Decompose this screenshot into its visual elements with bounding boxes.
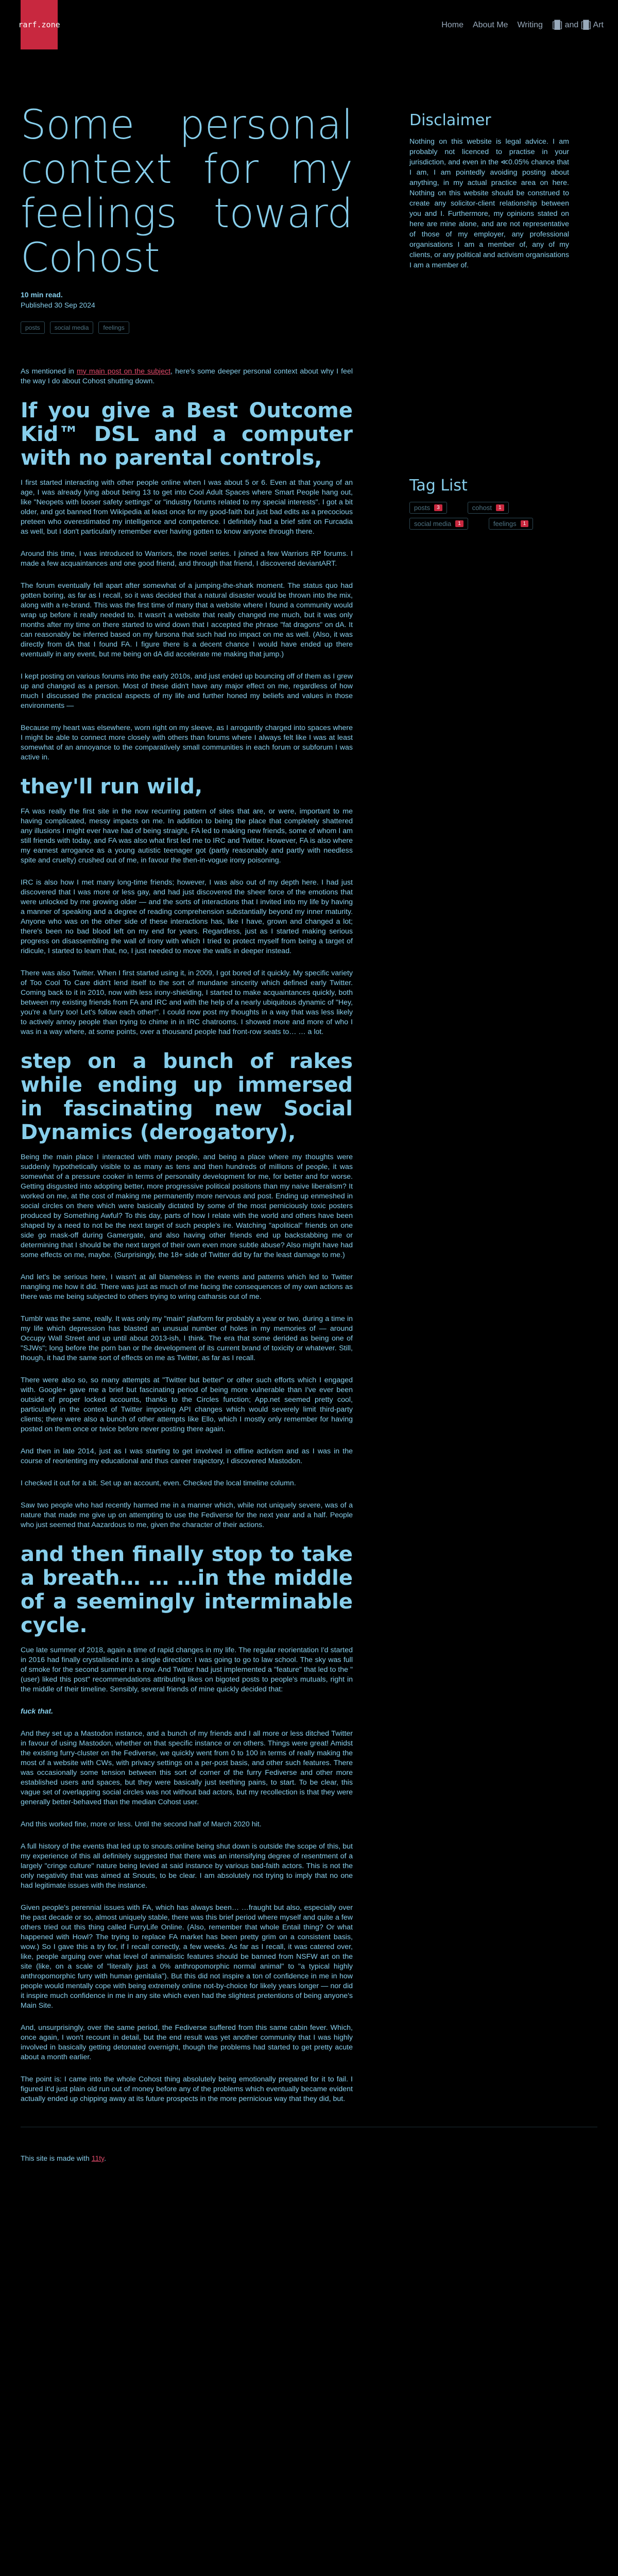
section-heading: If you give a Best Outcome Kid™ DSL and a computer with no parental controls,: [21, 399, 353, 470]
paragraph: I kept posting on various forums into the early 2010s, and just ended up bouncing off of them as I grew up and changed as a person. Most of these didn't have any major effect on me, regardless of how much I discussed the practical aspects of my life and further honed my beliefs and values in those environments —: [21, 672, 353, 710]
tag-posts[interactable]: posts: [21, 321, 45, 334]
tag-list: [409, 502, 554, 530]
footer-11ty-link[interactable]: 11ty: [91, 2154, 105, 2162]
footer-text-end: .: [104, 2154, 106, 2162]
paragraph: The point is: I came into the whole Cohost thing absolutely being emotionally prepared for it to fail. I figured it'd just plain old run out of money before any of the problems which eventually became evident actually ended up chipping away at its future prospects in the more pernicious way that they did, but.: [21, 2075, 353, 2103]
section-heading: and then finally stop to take a breath… … …in the middle of a seemingly interminable cycle.: [21, 1543, 353, 1637]
disclaimer-title: Disclaimer: [409, 111, 491, 129]
tag-count-badge: 1: [521, 520, 529, 527]
nav-home[interactable]: Home: [441, 21, 464, 29]
paragraph: A full history of the events that led up to snouts.online being shut down is outside the scope of this, but my experience of this all definitely suggested that there was an intensifying degree of resentment of a largely "cringe culture" nature being levied at said instance by various bad-faith actors. This is not the only negativity that was aimed at Snouts, to be clear. I am absolutely not trying to imply that no one had legitimate issues with the instance.: [21, 1842, 353, 1890]
tag-feelings[interactable]: feelings: [98, 321, 129, 334]
paragraph: There was also Twitter. When I first started using it, in 2009, I got bored of it quickly. My specific variety of Too Cool To Care didn't lend itself to the sort of mundane sincerity which defined early Twitter. Coming back to it in 2010, now with less irony-shielding, I started to make acquaintances quickly, both between my existing friends from FA and IRC and with the help of a nearly ubiquitous dynamic of "Hey, you're a furry too! Let's follow each other!". I could now post my thoughts in a way that was less likely to actively annoy people than trying to chime in in IRC chatrooms. I showed more and more of who I was in a way where, at some points, over a thousand people had front-row seats to… … a lot.: [21, 969, 353, 1036]
post-tags: [21, 321, 353, 334]
paragraph: Because my heart was elsewhere, worn right on my sleeve, as I arrogantly charged into spaces where I might be able to connect more closely with others than forums where I always felt like I was at least somewhat of an annoyance to the comparatively small communities in each forum or subforum I was active in.: [21, 724, 353, 761]
tag-name: feelings: [493, 520, 517, 528]
paragraph: IRC is also how I met many long-time friends; however, I was also out of my depth here. I had just discovered that I was more or less gay, and had just discovered the sheer force of the emotions that were unlocked by me growing older — and the sorts of interactions that I invited into my life by having a manner of speaking and a degree of reading comprehension substantially beyond my inner maturity. Anyone who was on the other side of these interactions has, like I have, grown and changed a lot; there's been no bad blood left on my end for years. Regardless, just as I started making serious progress on disassembling the wall of irony with which I tried to protect myself from being a target of ridicule, I started to learn that, no, I just needed to move the walls in deeper instead.: [21, 878, 353, 955]
tag-list-item-social-media[interactable]: [409, 518, 468, 530]
nav-art[interactable]: [█] and [█] Art: [552, 21, 604, 29]
main-nav: [441, 21, 604, 30]
paragraph: Given people's perennial issues with FA, which has always been… …fraught but also, especially over the past decade or so, almost uniquely stable, there was this brief period where myself and quite a few others tried out this thing called FurryLife Online. (Also, remember that whole Entail thing? Or what happened with Howl? The trying to replace FA market has been pretty grim on a consistent basis, wow.) So I gave this a try for, if I recall correctly, a few weeks. As far as I recall, it was catered over, like, people arguing over what level of animalistic features should be banned from NSFW art on the site (like, on a scale of "literally just a 0% anthropomorphic normal animal" to "a typical highly anthropomorphic furry with human genitalia"). But this did not inspire a ton of confidence in me in how people would mentally cope with being extremely online not-by-choice for likely years longer — nor did it inspire much confidence in me in any site which even had the slightest pretentions of being anyone's Main Site.: [21, 1904, 353, 2010]
paragraph: And let's be serious here, I wasn't at all blameless in the events and patterns which led to Twitter mangling me how it did. There was just as much of me facing the consequences of my own actions as there was me being subjected to others trying to wring catharsis out of me.: [21, 1273, 353, 1301]
post-meta: [21, 290, 353, 310]
site-logo[interactable]: rarf.zone: [21, 0, 58, 49]
tag-name: posts: [414, 504, 431, 512]
footer-text: This site is made with: [21, 2154, 92, 2162]
paragraph: fuck that.: [21, 1707, 54, 1716]
paragraph: And then in late 2014, just as I was starting to get involved in offline activism and as I was in the course of reorienting my educational and thus career trajectory, I discovered Mastodon.: [21, 1447, 353, 1465]
paragraph: Saw two people who had recently harmed me in a manner which, while not uniquely severe, was of a nature that made me give up on attempting to use the Fediverse for the next year and a half. People who just seemed that Aazardous to me, given the character of their actions.: [21, 1501, 353, 1529]
published-date: Published 30 Sep 2024: [21, 301, 95, 309]
post-title: Some personal context for my feelings toward Cohost: [21, 102, 353, 281]
sidebar: [409, 57, 569, 2116]
paragraph: And this worked fine, more or less. Until the second half of March 2020 hit.: [21, 1820, 262, 1828]
read-time: 10 min read.: [21, 291, 63, 299]
disclaimer-text: Nothing on this website is legal advice. I am probably not licenced to practise in your jurisdiction, and even in the ≪0.05% chance that I am, I am pointedly avoiding posting about anything, in my actual practice area on here. Nothing on this website should be construed to create any solicitor-client relationship between you and I. Furthermore, my opinions stated on here are mine alone, and are not representative of those of my employer, any professional organisations I am a member of, any of my clients, or any political and activism organisations I am a member of.: [409, 138, 569, 269]
intro-paragraph: [21, 367, 353, 386]
site-header: [0, 0, 618, 57]
tag-count-badge: 3: [434, 504, 442, 511]
tag-name: social media: [414, 520, 452, 528]
post-main: [21, 57, 353, 2116]
section-heading: they'll run wild,: [21, 775, 203, 799]
paragraph: FA was really the first site in the now recurring pattern of sites that are, or were, important to me having complicated, messy impacts on me. In addition to being the place that completely shattered any illusions I might ever have had of being straight, FA led to making new friends, some of whom I am still friends with today, and FA was also what first led me to IRC and Twitter. However, FA is also where my earnest arrogance as a young autistic teenager got (partly reasonably and partly with needless spite and cruelty) crushed out of me, in favour the then-in-vogue irony poisoning.: [21, 807, 353, 865]
paragraph: I first started interacting with other people online when I was about 5 or 6. Even at that young of an age, I was already lying about being 13 to get into Cool Adult Spaces where Smart People hang out, like "Neopets with looser safety settings" or "industry forums related to my special interests". I got a bit older, and got banned from Wikipedia at least once for my good-faith but just bad edits as a precocious preteen who overestimated my intelligence and competence. I definitely had a brief stint on Furcadia as well, but I don't particularly remember ever having gotten to know anyone through there.: [21, 479, 353, 536]
tag-list-title: Tag List: [409, 477, 468, 495]
tag-social-media[interactable]: social media: [50, 321, 94, 334]
nav-writing[interactable]: Writing: [517, 21, 543, 29]
post-content: [21, 367, 353, 2104]
site-footer: [21, 2127, 597, 2229]
main-post-link[interactable]: my main post on the subject: [76, 367, 171, 376]
paragraph: I checked it out for a bit. Set up an account, even. Checked the local timeline column.: [21, 1479, 296, 1487]
paragraph: There were also so, so many attempts at "Twitter but better" or other such efforts which I engaged with. Google+ gave me a brief but fascinating period of being more vulnerable than I've ever been outside of proper locked accounts, thanks to the Circles function; App.net seemed pretty cool, particularly in the context of Twitter imposing API changes which would severely limit third-party clients; there were also a bunch of other attempts like Ello, which I mostly only remember for having posted on them once or twice before never posting there again.: [21, 1376, 353, 1433]
intro-text: As mentioned in: [21, 367, 77, 376]
paragraph: The forum eventually fell apart after somewhat of a jumping-the-shark moment. The status quo had gotten boring, as far as I recall, so it was decided that a natural disaster would be thrown into the mix, along with a re-brand. This was the first time of many that a website where I found a community would wrap up before it really needed to. It wasn't a website that really changed me much, but it was only months after my time on there started to wind down that I accepted the phrase "fat dragons" on dA. It can reasonably be inferred based on my fursona that such had no impact on me as well. (Also, it was directly from dA that I found FA. I figure there is a decent chance I would have ended up there eventually in any event, but me being on dA did accelerate me making that jump.): [21, 582, 353, 658]
paragraph: And, unsurprisingly, over the same period, the Fediverse suffered from this same cabin fever. Which, once again, I won't recount in detail, but the end result was yet another community that I was highly involved in basically getting detonated overnight, though the problems had started to get pretty acute about a month earlier.: [21, 2024, 353, 2061]
paragraph: Around this time, I was introduced to Warriors, the novel series. I joined a few Warriors RP forums. I made a few acquaintances and one good friend, and through that friend, I discovered deviantART.: [21, 550, 353, 568]
tag-list-item-feelings[interactable]: [489, 518, 533, 530]
paragraph: Cue late summer of 2018, again a time of rapid changes in my life. The regular reorientation I'd started in 2016 had finally crystallised into a single direction: I was going to go to law school. The sky was full of smoke for the second summer in a row. And Twitter had just implemented a "feature" that led to the "(user) liked this post" recommendations attributing likes on bigoted posts to people's mutuals, right in the middle of their timeline. Sensibly, several friends of mine quickly decided that:: [21, 1646, 353, 1693]
nav-about-me[interactable]: About Me: [472, 21, 508, 29]
paragraph: Being the main place I interacted with many people, and being a place where my thoughts were suddenly hypothetically visible to as many as tens and then hundreds of millions of people, it was somewhat of a pressure cooker in terms of personality development for me, for better and for worse. Getting disgusted into adopting better, more progressive political positions than my naive liberalism? It worked on me, at the cost of making me permanently more nervous and post. Ending up enmeshed in social circles on there which were basically dictated by some of the most perniciously toxic posters produced by Something Awful? To this day, parts of how I relate with the world and others have been shaped by a need to not be the next target of such people's ire. Watching "apolitical" friends on one side go mask-off during Gamergate, and also having other friends end up backstabbing me or determining that I should be the next target of their own even more subtle abuse? Also might have had some effects on me, maybe. (Surprisingly, the 18+ side of Twitter did by far the least damage to me.): [21, 1153, 353, 1259]
tag-count-badge: 1: [496, 504, 504, 511]
tag-name: cohost: [472, 504, 492, 512]
paragraph: And they set up a Mastodon instance, and a bunch of my friends and I all more or less ditched Twitter in favour of using Mastodon, whether on that specific instance or on others. Things were great! Amidst the existing furry-cluster on the Fediverse, we quickly went from 0 to 100 in terms of really making the most of a website with CWs, with privacy settings on a per-post basis, and other such features. There was occasionally some tension between this sort of corner of the furry Fediverse and other more established users and spaces, but they were basically just teething pains, to start. To be clear, this vague set of overlapping social circles was not without bad actors, but my recollection is that they were generally better-behaved than the median Cohost user.: [21, 1730, 353, 1806]
tag-list-item-cohost[interactable]: [468, 502, 509, 514]
intro-text-after: , here's some deeper personal context about why I feel the way I do about Cohost shutting down.: [21, 367, 353, 385]
tag-list-item-posts[interactable]: [409, 502, 447, 514]
section-heading: step on a bunch of rakes while ending up immersed in fascinating new Social Dynamics (derogatory),: [21, 1049, 353, 1144]
paragraph: Tumblr was the same, really. It was only my "main" platform for probably a year or two, during a time in my life which depression has blasted an unusual number of holes in my memories of — around Occupy Wall Street and up until about 2013-ish, I think. The era that some derided as being one of "SJWs"; long before the porn ban or the development of its current brand of toxicity or whatever. Still, though, it had the same sort of effects on me as Twitter, as far as I recall.: [21, 1315, 353, 1362]
tag-count-badge: 1: [455, 520, 464, 527]
